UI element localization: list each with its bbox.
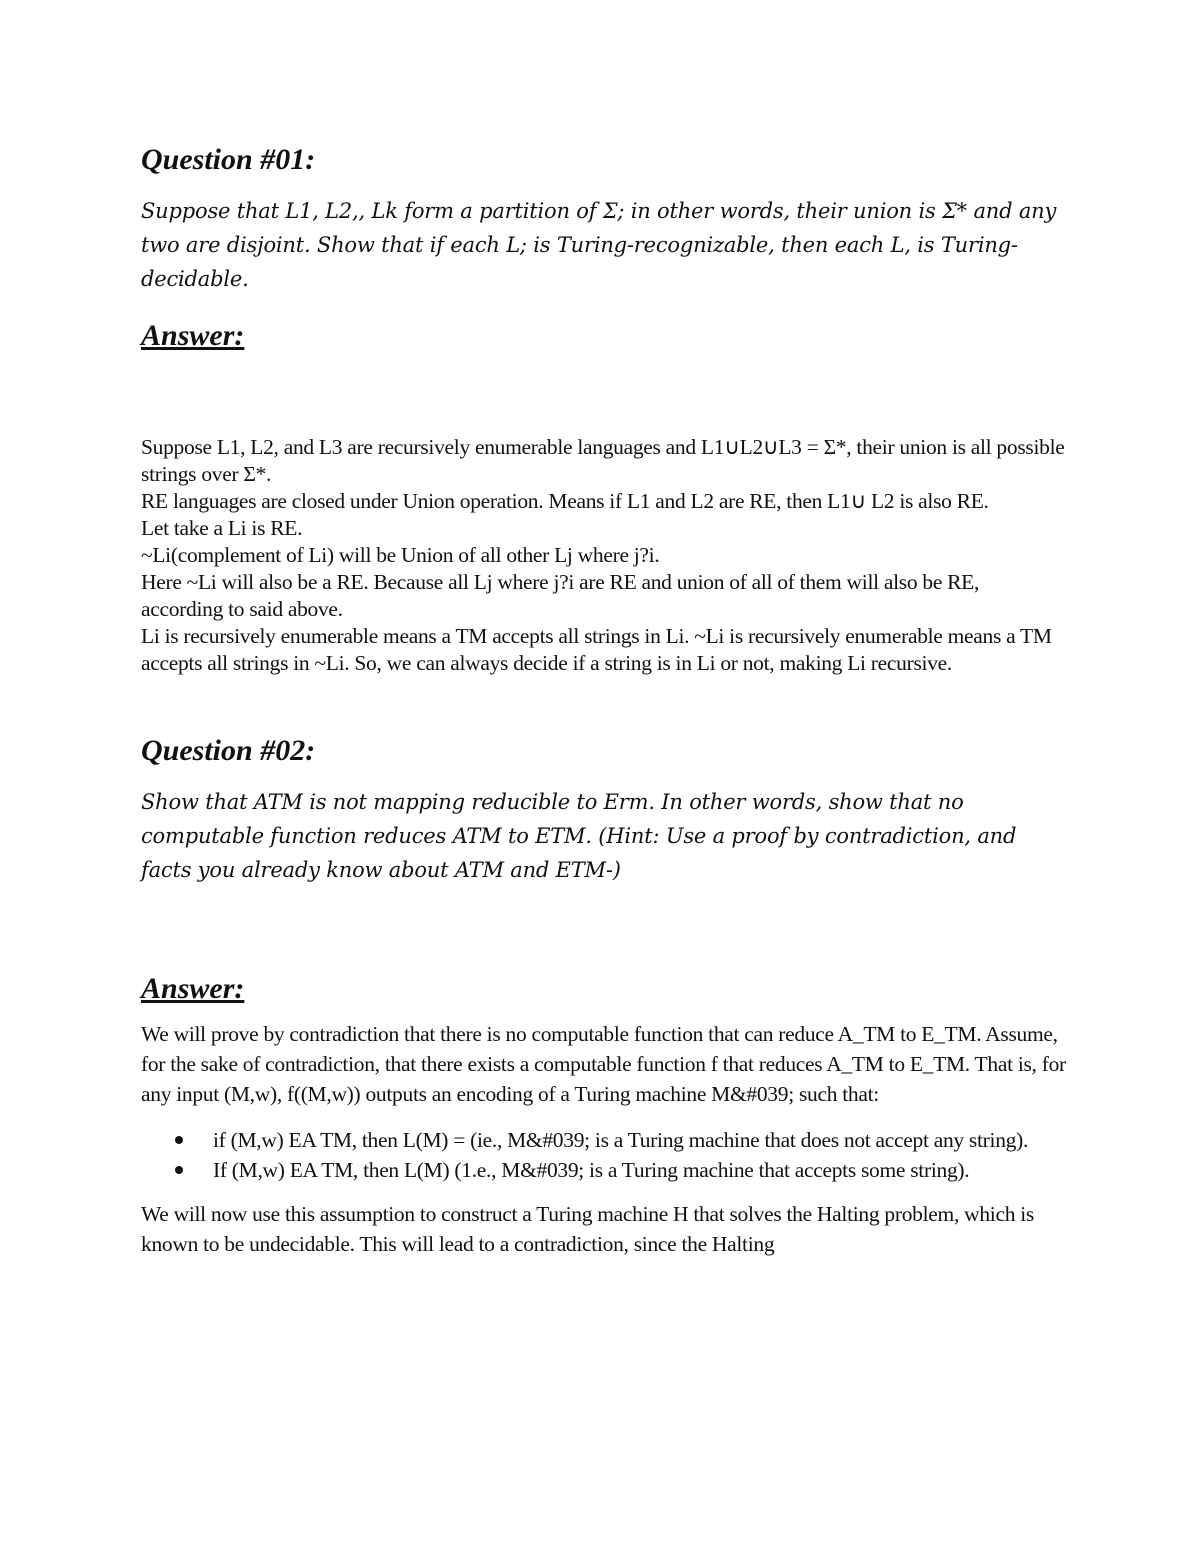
answer-2-intro: We will prove by contradiction that there is no computable function that can reduce A_TM to E_TM. Assume, for the sake of contradiction, that there exists a computable function f that reduces A_TM to E_TM. That is, for any input (M,w), f((M,w)) outputs an encoding of a Turing machine M&#039; such that: (141, 1022, 1066, 1106)
answer-2-heading: Answer: (141, 972, 245, 1005)
answer-1-paragraph: Suppose L1, L2, and L3 are recursively enumerable languages and L1∪L2∪L3 = Σ*, their union is all possible strings over Σ*. (141, 435, 1065, 486)
answer-1-paragraph: ~Li(complement of Li) will be Union of all other Lj where j?i. (141, 543, 660, 567)
list-item-text: if (M,w) EA TM, then L(M) = (ie., M&#039; is a Turing machine that does not accept any string). (213, 1128, 1029, 1152)
question-2-text: Show that ATM is not mapping reducible to Erm. In other words, show that no computable function reduces ATM to ETM. (Hint: Use a proof by contradiction, and facts you already know about ATM and ETM-) (141, 790, 1017, 882)
question-2-heading: Question #02: (141, 734, 316, 767)
list-item-text: If (M,w) EA TM, then L(M) (1.e., M&#039; is a Turing machine that accepts some string). (213, 1158, 970, 1182)
question-1-text: Suppose that L1, L2,, Lk form a partition of Σ; in other words, their union is Σ* and any two are disjoint. Show that if each L; is Turing-recognizable, then each L, is Turing-decidable. (141, 199, 1057, 291)
answer-1-paragraph: Here ~Li will also be a RE. Because all Lj where j?i are RE and union of all of them will also be RE, according to said above. (141, 570, 980, 621)
document-page (141, 140, 1066, 1259)
answer-2-bullet-list (141, 1125, 1066, 1185)
answer-2-closing: We will now use this assumption to construct a Turing machine H that solves the Halting problem, which is known to be undecidable. This will lead to a contradiction, since the Halting (141, 1202, 1034, 1256)
question-1-heading: Question #01: (141, 143, 316, 176)
answer-1-heading: Answer: (141, 319, 245, 352)
answer-1-body (141, 434, 1066, 677)
answer-1-paragraph: Li is recursively enumerable means a TM accepts all strings in Li. ~Li is recursively enumerable means a TM accepts all strings in ~Li. So, we can always decide if a string is in Li or not, making Li recursive. (141, 624, 1052, 675)
bullet-dot-icon (175, 1136, 183, 1144)
bullet-dot-icon (175, 1166, 183, 1174)
answer-1-paragraph: RE languages are closed under Union operation. Means if L1 and L2 are RE, then L1∪ L2 is also RE. (141, 489, 989, 513)
answer-1-paragraph: Let take a Li is RE. (141, 516, 303, 540)
list-item (141, 1155, 1066, 1185)
list-item (141, 1125, 1066, 1155)
